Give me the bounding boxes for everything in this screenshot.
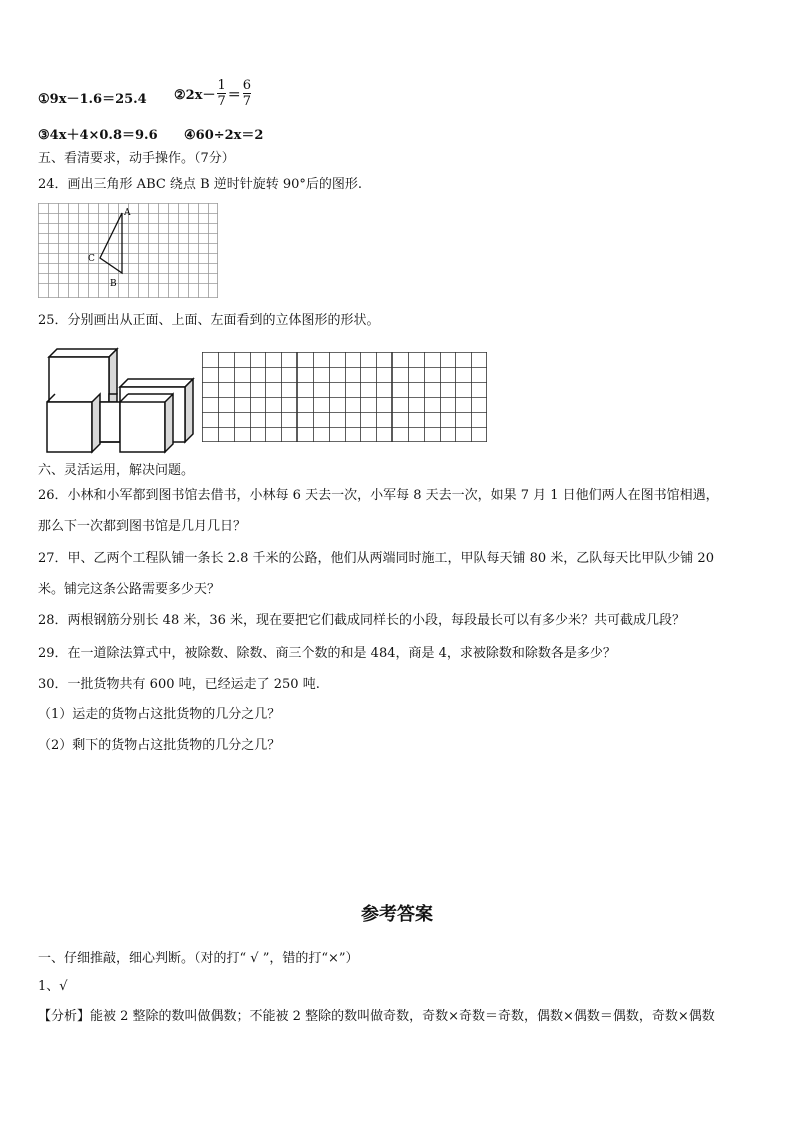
cubes-figure: [45, 344, 195, 456]
question-27-line-2: 米。铺完这条公路需要多少天？: [38, 582, 221, 597]
question-25: 25．分别画出从正面、上面、左面看到的立体图形的形状。: [38, 313, 380, 328]
equation-2: [174, 78, 253, 109]
question-28: 28．两根钢筋分别长 48 米，36 米，现在要把它们截成同样长的小段，每段最长可以有多少米？共可截成几段？: [38, 613, 686, 628]
fraction-denominator: 7: [242, 94, 252, 109]
equation-2-prefix: ②2x－: [174, 88, 216, 103]
answer-analysis: 【分析】能被 2 整除的数叫做偶数；不能被 2 整除的数叫做奇数，奇数×奇数＝奇数，偶数×偶数＝偶数，奇数×偶数: [38, 1009, 715, 1024]
question-27-line-1: 27．甲、乙两个工程队铺一条长 2.8 千米的公路，他们从两端同时施工，甲队每天铺 80 米，乙队每天比甲队少铺 20: [38, 551, 714, 566]
equals-sign: ＝: [227, 88, 241, 103]
fraction-six-sevenths: [243, 78, 251, 109]
question-30-part-2: （2）剩下的货物占这批货物的几分之几？: [38, 738, 281, 753]
question-26-line-1: 26．小林和小军都到图书馆去借书，小林每 6 天去一次，小军每 8 天去一次，如果 7 月 1 日他们两人在图书馆相遇，: [38, 488, 719, 503]
answer-1: 1、√: [38, 979, 68, 994]
left-view-grid: [392, 352, 487, 442]
front-view-grid: [202, 352, 297, 442]
vertex-label-a: A: [124, 208, 131, 218]
equation-1: ①9x－1.6＝25.4: [38, 92, 147, 107]
section-5-heading: 五、看清要求，动手操作。（7分）: [38, 151, 235, 166]
equation-3: ③4x＋4×0.8＝9.6: [38, 128, 158, 143]
fraction-numerator: 6: [242, 78, 252, 93]
fraction-numerator: 1: [217, 78, 226, 93]
question-29: 29．在一道除法算式中，被除数、除数、商三个数的和是 484，商是 4，求被除数和除数各是多少？: [38, 646, 616, 661]
question-30-part-1: （1）运走的货物占这批货物的几分之几？: [38, 707, 281, 722]
vertex-label-c: C: [88, 254, 95, 264]
triangle-grid-figure: [38, 203, 218, 298]
fraction-one-seventh: [217, 78, 225, 109]
answers-section-1-heading: 一、仔细推敲，细心判断。（对的打“ √ ”，错的打“×”）: [38, 951, 359, 966]
question-26-line-2: 那么下一次都到图书馆是几月几日？: [38, 519, 247, 534]
equation-4: ④60÷2x＝2: [184, 128, 264, 143]
answers-title: 参考答案: [361, 904, 433, 925]
section-6-heading: 六、灵活运用，解决问题。: [38, 463, 195, 478]
fraction-denominator: 7: [217, 94, 226, 109]
question-24: 24．画出三角形 ABC 绕点 B 逆时针旋转 90°后的图形.: [38, 177, 363, 192]
top-view-grid: [297, 352, 392, 442]
vertex-label-b: B: [110, 279, 117, 289]
question-30: 30．一批货物共有 600 吨，已经运走了 250 吨.: [38, 677, 320, 692]
